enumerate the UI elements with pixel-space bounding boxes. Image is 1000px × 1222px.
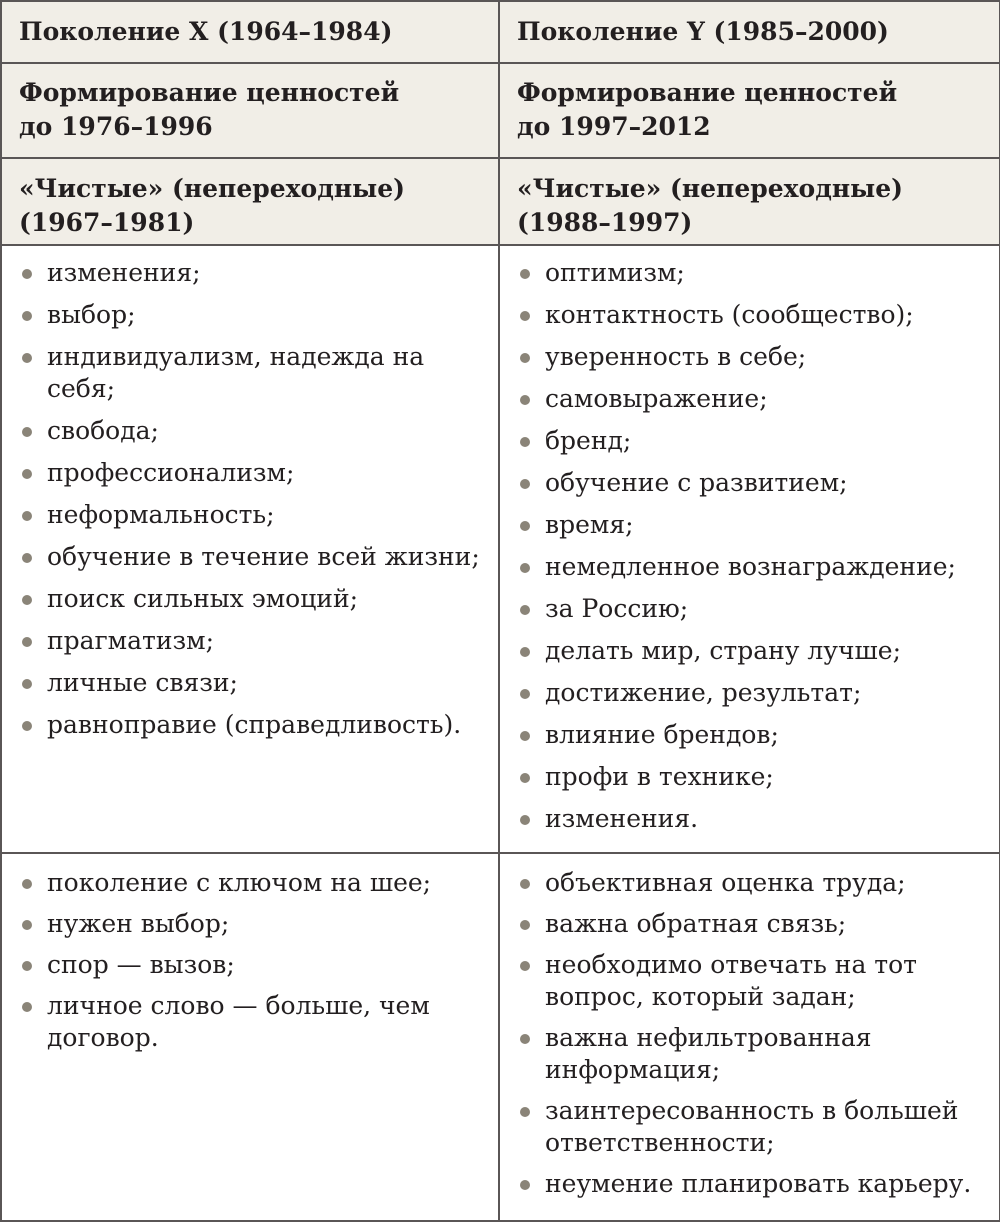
bullet-dot-icon <box>520 269 530 279</box>
bullet-dot-icon <box>520 773 530 783</box>
values-formation-y-line1: Формирование ценностей <box>517 78 898 107</box>
list-item-text: изменения. <box>545 804 699 833</box>
list-item-text: личные связи; <box>47 668 238 697</box>
list-item <box>517 1022 999 1086</box>
generation-x-header <box>1 1 499 63</box>
list-item <box>19 583 498 615</box>
list-item <box>517 761 999 793</box>
pure-generation-row <box>1 158 1000 245</box>
features-y-cell <box>499 853 1000 1221</box>
list-item <box>517 677 999 709</box>
bullet-dot-icon <box>22 961 32 971</box>
list-item-text: влияние брендов; <box>545 720 779 749</box>
bullet-dot-icon <box>22 879 32 889</box>
list-item-text: оптимизм; <box>545 258 685 287</box>
bullet-dot-icon <box>520 1107 530 1117</box>
list-item <box>19 867 498 899</box>
bullet-dot-icon <box>520 521 530 531</box>
list-item <box>517 1168 999 1200</box>
bullet-dot-icon <box>520 879 530 889</box>
list-item <box>517 341 999 373</box>
bullet-dot-icon <box>520 437 530 447</box>
list-item <box>517 383 999 415</box>
list-item-text: профессионализм; <box>47 458 295 487</box>
list-item <box>19 341 498 405</box>
list-item-text: неформальность; <box>47 500 275 529</box>
list-item <box>19 908 498 940</box>
list-item-text: спор — вызов; <box>47 950 235 979</box>
bullet-dot-icon <box>22 311 32 321</box>
list-item <box>19 709 498 741</box>
list-item <box>517 635 999 667</box>
values-formation-x-line2: до 1976–1996 <box>19 112 213 141</box>
generation-y-header <box>499 1 1000 63</box>
list-item-text: самовыражение; <box>545 384 768 413</box>
bullet-dot-icon <box>520 395 530 405</box>
list-item-text: контактность (сообщество); <box>545 300 914 329</box>
list-item-text: личное слово — больше, чем договор. <box>47 991 430 1052</box>
values-formation-x <box>1 63 499 158</box>
list-item-text: обучение с развитием; <box>545 468 848 497</box>
bullet-dot-icon <box>22 1002 32 1012</box>
values-formation-y <box>499 63 1000 158</box>
bullet-dot-icon <box>520 689 530 699</box>
pure-generation-x <box>1 158 499 245</box>
features-x-list <box>19 867 498 1054</box>
list-item-text: немедленное вознаграждение; <box>545 552 956 581</box>
list-item <box>19 949 498 981</box>
list-item <box>517 467 999 499</box>
list-item <box>517 867 999 899</box>
values-y-cell <box>499 245 1000 853</box>
list-item-text: равноправие (справедливость). <box>47 710 462 739</box>
values-x-list <box>19 257 498 741</box>
list-item <box>19 667 498 699</box>
list-item <box>19 499 498 531</box>
list-item-text: поиск сильных эмоций; <box>47 584 359 613</box>
bullet-dot-icon <box>22 469 32 479</box>
list-item-text: заинтересованность в большей ответственности; <box>545 1096 959 1157</box>
bullet-dot-icon <box>520 920 530 930</box>
bullet-dot-icon <box>22 679 32 689</box>
list-item-text: нужен выбор; <box>47 909 230 938</box>
list-item-text: бренд; <box>545 426 632 455</box>
list-item <box>517 425 999 457</box>
list-item-text: индивидуализм, надежда на себя; <box>47 342 425 403</box>
values-formation-row <box>1 63 1000 158</box>
list-item-text: важна обратная связь; <box>545 909 847 938</box>
features-row <box>1 853 1000 1221</box>
bullet-dot-icon <box>520 815 530 825</box>
bullet-dot-icon <box>520 1034 530 1044</box>
list-item <box>517 593 999 625</box>
pure-generation-x-line1: «Чистые» (непереходные) <box>19 174 405 203</box>
bullet-dot-icon <box>520 605 530 615</box>
bullet-dot-icon <box>22 920 32 930</box>
list-item-text: делать мир, страну лучше; <box>545 636 902 665</box>
list-item <box>19 415 498 447</box>
list-item-text: выбор; <box>47 300 136 329</box>
features-y-list <box>517 867 999 1200</box>
list-item-text: свобода; <box>47 416 159 445</box>
values-row <box>1 245 1000 853</box>
generation-y-title: Поколение Y (1985–2000) <box>517 17 889 46</box>
list-item-text: неумение планировать карьеру. <box>545 1169 972 1198</box>
list-item <box>517 257 999 289</box>
values-x-cell <box>1 245 499 853</box>
generation-x-title: Поколение X (1964–1984) <box>19 17 393 46</box>
list-item-text: достижение, результат; <box>545 678 862 707</box>
list-item <box>19 299 498 331</box>
list-item-text: профи в технике; <box>545 762 774 791</box>
list-item <box>517 949 999 1013</box>
bullet-dot-icon <box>22 353 32 363</box>
pure-generation-x-line2: (1967–1981) <box>19 208 195 237</box>
bullet-dot-icon <box>520 563 530 573</box>
list-item-text: уверенность в себе; <box>545 342 807 371</box>
list-item-text: изменения; <box>47 258 201 287</box>
list-item <box>19 457 498 489</box>
list-item <box>517 1095 999 1159</box>
bullet-dot-icon <box>520 647 530 657</box>
pure-generation-y-line2: (1988–1997) <box>517 208 693 237</box>
list-item <box>517 908 999 940</box>
list-item-text: необходимо отвечать на тот вопрос, который задан; <box>545 950 918 1011</box>
list-item-text: время; <box>545 510 634 539</box>
list-item <box>517 803 999 835</box>
bullet-dot-icon <box>22 637 32 647</box>
bullet-dot-icon <box>520 479 530 489</box>
list-item <box>517 551 999 583</box>
list-item <box>19 625 498 657</box>
features-x-cell <box>1 853 499 1221</box>
list-item-text: объективная оценка труда; <box>545 868 906 897</box>
bullet-dot-icon <box>520 961 530 971</box>
list-item-text: прагматизм; <box>47 626 215 655</box>
bullet-dot-icon <box>22 511 32 521</box>
pure-generation-y <box>499 158 1000 245</box>
values-formation-x-line1: Формирование ценностей <box>19 78 400 107</box>
bullet-dot-icon <box>22 721 32 731</box>
bullet-dot-icon <box>520 353 530 363</box>
list-item <box>19 990 498 1054</box>
list-item-text: за Россию; <box>545 594 689 623</box>
list-item-text: важна нефильтрованная информация; <box>545 1023 872 1084</box>
list-item <box>517 719 999 751</box>
header-row <box>1 1 1000 63</box>
values-y-list <box>517 257 999 835</box>
values-formation-y-line2: до 1997–2012 <box>517 112 711 141</box>
list-item <box>19 257 498 289</box>
bullet-dot-icon <box>22 427 32 437</box>
bullet-dot-icon <box>22 595 32 605</box>
list-item <box>517 299 999 331</box>
list-item <box>517 509 999 541</box>
bullet-dot-icon <box>22 269 32 279</box>
bullet-dot-icon <box>520 311 530 321</box>
pure-generation-y-line1: «Чистые» (непереходные) <box>517 174 903 203</box>
bullet-dot-icon <box>520 731 530 741</box>
bullet-dot-icon <box>22 553 32 563</box>
list-item <box>19 541 498 573</box>
bullet-dot-icon <box>520 1180 530 1190</box>
list-item-text: обучение в течение всей жизни; <box>47 542 480 571</box>
list-item-text: поколение с ключом на шее; <box>47 868 432 897</box>
